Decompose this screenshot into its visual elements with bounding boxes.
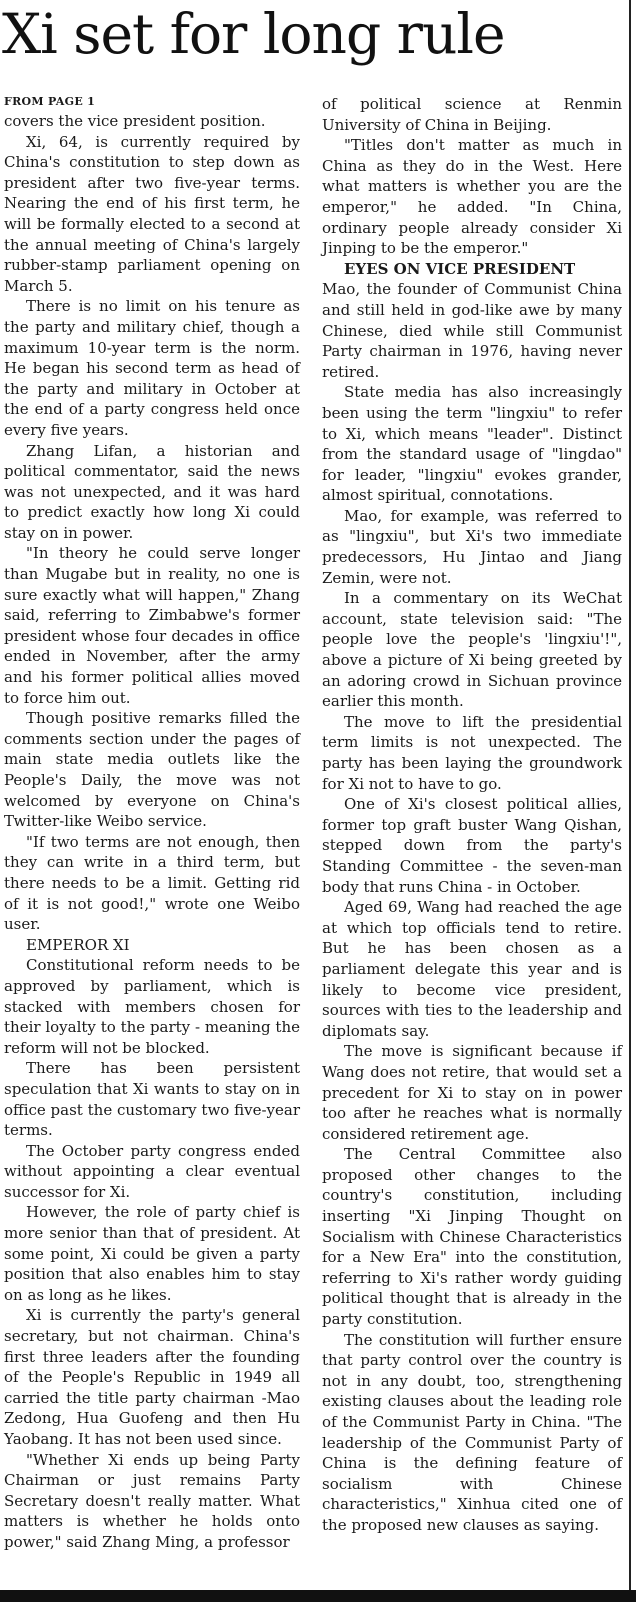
article-paragraph: "If two terms are not enough, then they can write in a third term, but there needs to be a limit. Getting rid of it is not good!," wrote one Weibo user.: [4, 832, 300, 934]
column-rule: [629, 0, 631, 1590]
article-paragraph: In a commentary on its WeChat account, state television said: "The people love the people's 'lingxiu'!", above a picture of Xi being greeted by an adoring crowd in Sichuan province earlier this month.: [322, 589, 622, 711]
article-paragraph: The October party congress ended without appointing a clear eventual successor for Xi.: [4, 1141, 300, 1201]
article-paragraph: However, the role of party chief is more senior than that of president. At some point, Xi could be given a party position that also enables him to stay on as long as he likes.: [4, 1203, 300, 1304]
article-paragraph: Mao, for example, was referred to as "lingxiu", but Xi's two immediate predecessors, Hu Jintao and Jiang Zemin, were not.: [322, 506, 622, 587]
subhead-eyes-on-vice-president: EYES ON VICE PRESIDENT: [344, 259, 576, 278]
article-paragraph: One of Xi's closest political allies, former top graft buster Wang Qishan, stepped down from the party's Standing Committee - the seven-man body that runs China - in October.: [322, 795, 622, 896]
article-paragraph: The move is significant because if Wang does not retire, that would set a precedent for Xi to stay on in power too after he reaches what is normally considered retirement age.: [322, 1042, 622, 1143]
article-paragraph: Xi is currently the party's general secretary, but not chairman. China's first three leaders after the founding of the People's Republic in 1949 all carried the title party chairman -Mao Zedong, Hua Guofeng and then Hu Yaobang. It has not been used since.: [4, 1306, 300, 1448]
article-paragraph: Mao, the founder of Communist China and still held in god-like awe by many Chinese, died while still Communist Party chairman in 1976, having never retired.: [322, 280, 622, 381]
right-column: [322, 94, 622, 1536]
article-paragraph: Zhang Lifan, a historian and political commentator, said the news was not unexpected, and it was hard to predict exactly how long Xi could stay on in power.: [4, 441, 300, 542]
article-paragraph: Xi, 64, is currently required by China's constitution to step down as president after two five-year terms. Nearing the end of his first term, he will be formally elected to a second at the annual meeting of China's largely rubber-stamp parliament opening on March 5.: [4, 132, 300, 295]
article-paragraph: The constitution will further ensure that party control over the country is not in any doubt, too, strengthening existing clauses about the leading role of the Communist Party in China. "The leadership of the Communist Party of China is the defining feature of socialism with Chinese characteristics," Xinhua cited one of the proposed new clauses as saying.: [322, 1330, 622, 1534]
article-paragraph: The move to lift the presidential term limits is not unexpected. The party has been laying the groundwork for Xi not to have to go.: [322, 712, 622, 793]
article-paragraph: The Central Committee also proposed other changes to the country's constitution, including inserting "Xi Jinping Thought on Socialism with Chinese Characteristics for a New Era" into the constitution, referring to Xi's rather wordy guiding political thought that is already in the party constitution.: [322, 1145, 622, 1329]
article-paragraph: "Whether Xi ends up being Party Chairman or just remains Party Secretary doesn't really matter. What matters is whether he holds onto power," said Zhang Ming, a professor: [4, 1450, 300, 1551]
article-paragraph: "Titles don't matter as much in China as they do in the West. Here what matters is whether you are the emperor," he added. "In China, ordinary people already consider Xi Jinping to be the emperor.": [322, 136, 622, 258]
article-paragraph: There is no limit on his tenure as the party and military chief, though a maximum 10-year term is the norm. He began his second term as head of the party and military in October at the end of a party congress held once every five years.: [4, 297, 300, 439]
bottom-rule: [0, 1590, 636, 1602]
article-paragraph: Aged 69, Wang had reached the age at which top officials tend to retire. But he has been chosen as a parliament delegate this year and is likely to become vice president, sources with ties to the leadership and diplomats say.: [322, 898, 622, 1040]
subhead-emperor-xi: EMPEROR XI: [26, 935, 130, 954]
article-paragraph: State media has also increasingly been using the term "lingxiu" to refer to Xi, which means "leader". Distinct from the standard usage of "lingdao" for leader, "lingxiu" evokes grander, almost spiritual, connotations.: [322, 383, 622, 505]
article-paragraph: covers the vice president position.: [4, 112, 266, 130]
left-column: [4, 94, 300, 1553]
article-paragraph: of political science at Renmin University of China in Beijing.: [322, 95, 622, 134]
headline: Xi set for long rule: [2, 2, 505, 66]
article-paragraph: Though positive remarks filled the comments section under the pages of main state media outlets like the People's Daily, the move was not welcomed by everyone on China's Twitter-like Weibo service.: [4, 709, 300, 831]
kicker-from-page: FROM PAGE 1: [4, 95, 96, 108]
article-paragraph: "In theory he could serve longer than Mugabe but in reality, no one is sure exactly what will happen," Zhang said, referring to Zimbabwe's former president whose four decades in office ended in November, after the army and his former political allies moved to force him out.: [4, 544, 300, 707]
article-paragraph: There has been persistent speculation that Xi wants to stay on in office past the customary two five-year terms.: [4, 1059, 300, 1140]
article-paragraph: Constitutional reform needs to be approved by parliament, which is stacked with members chosen for their loyalty to the party - meaning the reform will not be blocked.: [4, 956, 300, 1057]
